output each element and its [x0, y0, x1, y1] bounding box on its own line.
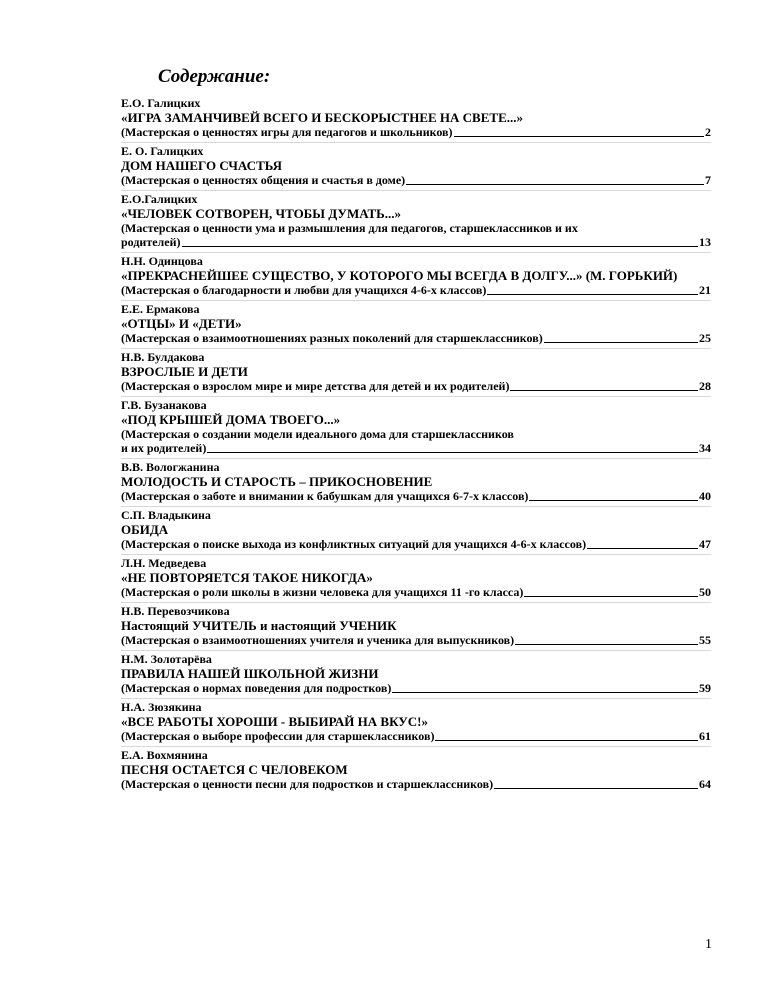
entry-title: ПРАВИЛА НАШЕЙ ШКОЛЬНОЙ ЖИЗНИ	[121, 666, 379, 681]
entry-title: «ИГРА ЗАМАНЧИВЕЙ ВСЕГО И БЕСКОРЫСТНЕЕ НА СВЕТЕ...»	[121, 110, 523, 125]
dot-leader	[587, 548, 698, 549]
entry-description-row	[121, 729, 711, 743]
dot-leader	[207, 452, 698, 453]
entry-title: ОБИДА	[121, 522, 169, 537]
entry-description-row	[121, 633, 711, 647]
page-number: 1	[705, 937, 712, 952]
toc-entry[interactable]	[121, 554, 711, 602]
entry-author: Е.А. Вохмянина	[121, 748, 208, 762]
entry-description: (Мастерская о ценности песни для подростков и старшеклассников)	[121, 777, 494, 791]
entry-page: 40	[699, 489, 711, 503]
toc-entry[interactable]	[121, 698, 711, 746]
dot-leader	[182, 246, 698, 247]
entry-author: Н.В. Перевозчикова	[121, 604, 230, 618]
entry-title: «НЕ ПОВТОРЯЕТСЯ ТАКОЕ НИКОГДА»	[121, 570, 373, 585]
dot-leader	[435, 740, 698, 741]
entry-description: (Мастерская о ценностях игры для педагогов и школьников)	[121, 125, 453, 139]
entry-description: (Мастерская о ценностях общения и счастья в доме)	[121, 173, 406, 187]
entry-title: «ВСЕ РАБОТЫ ХОРОШИ - ВЫБИРАЙ НА ВКУС!»	[121, 714, 428, 729]
entry-description-row	[121, 537, 711, 551]
entry-author: В.В. Вологжанина	[121, 460, 220, 474]
entry-author: Л.Н. Медведева	[121, 556, 207, 570]
entry-page: 21	[699, 283, 711, 297]
toc-entry[interactable]	[121, 650, 711, 698]
dot-leader	[392, 692, 698, 693]
entry-description-row	[121, 173, 711, 187]
entry-page: 55	[699, 633, 711, 647]
entry-author: Е.О. Галицких	[121, 96, 201, 110]
entry-page: 34	[699, 441, 711, 455]
entry-description-row	[121, 441, 711, 455]
toc-entry[interactable]	[121, 142, 711, 190]
toc-entry[interactable]	[121, 252, 711, 300]
dot-leader	[524, 596, 698, 597]
toc-entry[interactable]	[121, 396, 711, 458]
entry-author: Н.В. Булдакова	[121, 350, 205, 364]
dot-leader	[510, 390, 698, 391]
toc-entry[interactable]	[121, 190, 711, 252]
entry-author: Е. О. Галицких	[121, 144, 204, 158]
entry-page: 64	[699, 777, 711, 791]
entry-description: (Мастерская о роли школы в жизни человека для учащихся 11 -го класса)	[121, 585, 524, 599]
entry-description: (Мастерская о взрослом мире и мире детства для детей и их родителей)	[121, 379, 510, 393]
entry-description-row	[121, 125, 711, 139]
toc-entry[interactable]	[121, 602, 711, 650]
entry-description: (Мастерская о благодарности и любви для учащихся 4-6-х классов)	[121, 283, 487, 297]
entry-author: Н.Н. Одинцова	[121, 254, 203, 268]
entry-title: ДОМ НАШЕГО СЧАСТЬЯ	[121, 158, 283, 173]
entry-page: 2	[705, 125, 711, 139]
entry-description: (Мастерская о взаимоотношениях учителя и ученика для выпускников)	[121, 633, 515, 647]
toc-entry[interactable]	[121, 300, 711, 348]
entry-description-first: (Мастерская о создании модели идеального дома для старшеклассников	[121, 427, 514, 441]
toc-entry[interactable]	[121, 506, 711, 554]
entry-author: Е.О.Галицких	[121, 192, 198, 206]
entry-description-row	[121, 777, 711, 791]
dot-leader	[454, 136, 704, 137]
entry-description-row	[121, 235, 711, 249]
entry-author: Н.А. Зюзякина	[121, 700, 202, 714]
entry-description: и их родителей)	[121, 441, 207, 455]
entry-description-row	[121, 585, 711, 599]
entry-title: «ОТЦЫ» И «ДЕТИ»	[121, 316, 242, 331]
entry-title: ПЕСНЯ ОСТАЕТСЯ С ЧЕЛОВЕКОМ	[121, 762, 348, 777]
entry-page: 28	[699, 379, 711, 393]
dot-leader	[544, 342, 698, 343]
entry-title: «ЧЕЛОВЕК СОТВОРЕН, ЧТОБЫ ДУМАТЬ...»	[121, 206, 401, 221]
entry-description: родителей)	[121, 235, 181, 249]
entry-page: 61	[699, 729, 711, 743]
table-of-contents	[121, 95, 711, 794]
entry-title: ВЗРОСЛЫЕ И ДЕТИ	[121, 364, 248, 379]
entry-title: «ПРЕКРАСНЕЙШЕЕ СУЩЕСТВО, У КОТОРОГО МЫ ВСЕГДА В ДОЛГУ...» (М. ГОРЬКИЙ)	[121, 268, 678, 283]
dot-leader	[529, 500, 698, 501]
entry-description-row	[121, 681, 711, 695]
entry-title: Настоящий УЧИТЕЛЬ и настоящий УЧЕНИК	[121, 618, 397, 633]
entry-description-row	[121, 283, 711, 297]
entry-description: (Мастерская о взаимоотношениях разных поколений для старшеклассников)	[121, 331, 543, 345]
entry-description-row	[121, 379, 711, 393]
entry-author: С.П. Владыкина	[121, 508, 211, 522]
toc-entry[interactable]	[121, 746, 711, 794]
entry-description: (Мастерская о нормах поведения для подростков)	[121, 681, 392, 695]
entry-author: Е.Е. Ермакова	[121, 302, 200, 316]
entry-description: (Мастерская о поиске выхода из конфликтных ситуаций для учащихся 4-6-х классов)	[121, 537, 587, 551]
entry-description: (Мастерская о заботе и внимании к бабушкам для учащихся 6-7-х классов)	[121, 489, 529, 503]
entry-description-row	[121, 489, 711, 503]
toc-heading: Содержание:	[158, 66, 271, 87]
toc-entry[interactable]	[121, 348, 711, 396]
dot-leader	[406, 184, 704, 185]
entry-page: 59	[699, 681, 711, 695]
entry-author: Г.В. Бузанакова	[121, 398, 207, 412]
dot-leader	[494, 788, 698, 789]
toc-entry[interactable]	[121, 95, 711, 142]
dot-leader	[487, 294, 698, 295]
entry-page: 7	[705, 173, 711, 187]
entry-description-first: (Мастерская о ценности ума и размышления для педагогов, старшеклассников и их	[121, 221, 578, 235]
entry-title: «ПОД КРЫШЕЙ ДОМА ТВОЕГО...»	[121, 412, 341, 427]
entry-page: 50	[699, 585, 711, 599]
entry-author: Н.М. Золотарёва	[121, 652, 212, 666]
entry-page: 13	[699, 235, 711, 249]
dot-leader	[515, 644, 698, 645]
toc-entry[interactable]	[121, 458, 711, 506]
entry-description-row	[121, 331, 711, 345]
entry-page: 47	[699, 537, 711, 551]
entry-description: (Мастерская о выборе профессии для старшеклассников)	[121, 729, 435, 743]
entry-title: МОЛОДОСТЬ И СТАРОСТЬ – ПРИКОСНОВЕНИЕ	[121, 474, 433, 489]
entry-page: 25	[699, 331, 711, 345]
